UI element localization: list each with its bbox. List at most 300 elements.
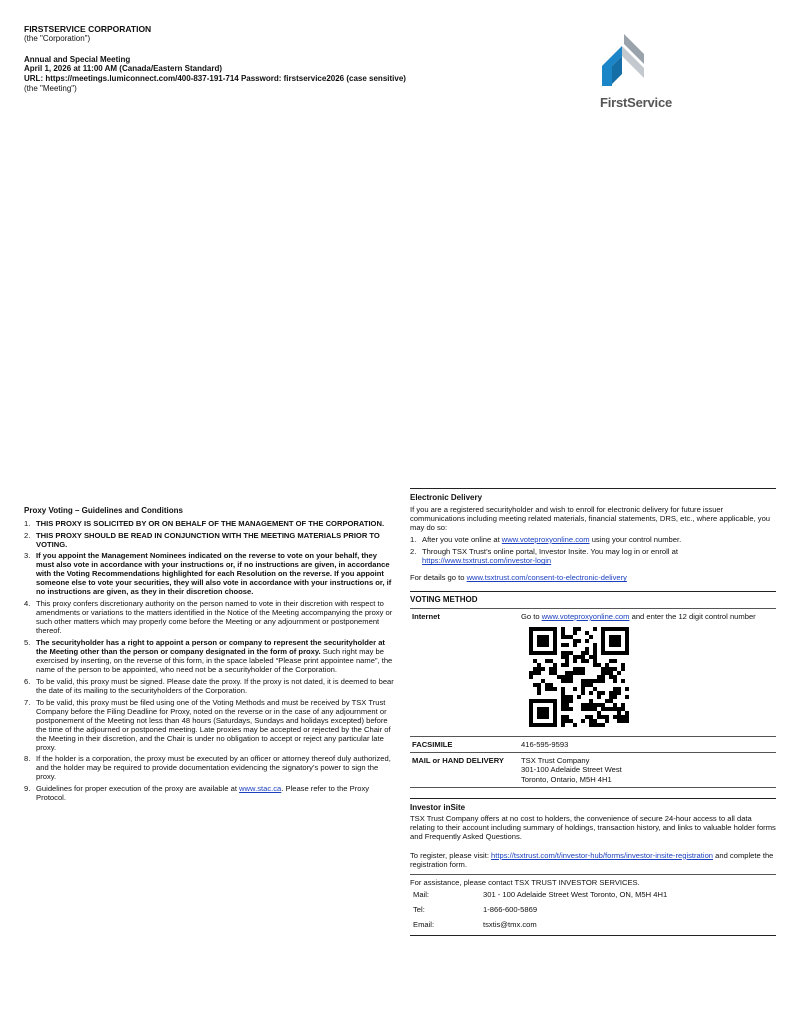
qr-module (565, 703, 569, 707)
qr-module (585, 659, 589, 663)
qr-module (613, 643, 617, 647)
qr-module (545, 651, 549, 655)
qr-module (617, 643, 621, 647)
qr-module (577, 695, 581, 699)
investor-insite-intro: TSX Trust Company offers at no cost to holders, the convenience of secure 24-hour access to all data relating to their account including summary of holdings, transaction history, and links to valuable holder forms and Frequently Asked Questions. (410, 814, 776, 842)
qr-module (565, 679, 569, 683)
qr-module (561, 699, 565, 703)
qr-module (565, 715, 569, 719)
qr-module (553, 643, 557, 647)
qr-module (569, 635, 573, 639)
qr-module (573, 667, 577, 671)
corporation-name: FIRSTSERVICE CORPORATION (24, 24, 152, 34)
qr-module (621, 679, 625, 683)
qr-module (537, 639, 541, 643)
qr-module (533, 671, 537, 675)
qr-module (585, 707, 589, 711)
qr-module (613, 639, 617, 643)
qr-module (585, 639, 589, 643)
qr-module (601, 675, 605, 679)
qr-module (549, 627, 553, 631)
qr-module (541, 707, 545, 711)
qr-module (537, 627, 541, 631)
qr-module (609, 639, 613, 643)
qr-module (617, 687, 621, 691)
contact-email-row: Email: tsxtis@tmx.com (413, 920, 537, 930)
qr-module (585, 631, 589, 635)
firstservice-logo (600, 34, 700, 112)
qr-module (541, 639, 545, 643)
qr-module (597, 695, 601, 699)
qr-module (573, 723, 577, 727)
electronic-delivery-section (410, 488, 776, 582)
fax-value: 416-595-9593 (521, 740, 569, 750)
qr-module (589, 683, 593, 687)
qr-module (537, 691, 541, 695)
qr-module (565, 671, 569, 675)
qr-module (541, 711, 545, 715)
qr-module (581, 671, 585, 675)
qr-module (553, 723, 557, 727)
qr-module (545, 643, 549, 647)
guideline-item: 5. The securityholder has a right to appoint a person or company to represent the securityholder at the Meeting other than the person or company designated in the form of proxy. Such right may be exercised by inserting, on the reverse of this form, in the space labeled “Please print appointee name”, the name of the person to be appointed, who need not be a securityholder of the Corporation. (24, 638, 393, 674)
qr-module (569, 651, 573, 655)
qr-module (541, 643, 545, 647)
qr-module (605, 707, 609, 711)
qr-module (541, 723, 545, 727)
qr-module (553, 699, 557, 703)
qr-module (565, 699, 569, 703)
qr-module (605, 699, 609, 703)
qr-module (589, 723, 593, 727)
qr-module (609, 651, 613, 655)
qr-module (625, 647, 629, 651)
qr-module (609, 667, 613, 671)
qr-module (573, 655, 577, 659)
qr-module (565, 643, 569, 647)
qr-module (533, 723, 537, 727)
qr-module (553, 687, 557, 691)
mail-line: 301-100 Adelaide Street West (521, 765, 622, 775)
qr-module (529, 675, 533, 679)
qr-module (537, 699, 541, 703)
qr-module (617, 707, 621, 711)
qr-module (625, 715, 629, 719)
qr-module (597, 703, 601, 707)
qr-module (613, 707, 617, 711)
qr-module (557, 675, 561, 679)
qr-module (581, 679, 585, 683)
investor-insite-title: Investor inSite (410, 802, 466, 812)
qr-module (593, 703, 597, 707)
qr-module (553, 703, 557, 707)
registration-link[interactable]: https://tsxtrust.com/t/investor-hub/forms/investor-insite-registration (491, 850, 714, 860)
qr-module (581, 719, 585, 723)
qr-module (537, 687, 541, 691)
qr-code[interactable] (529, 627, 629, 727)
qr-module (617, 691, 621, 695)
qr-module (601, 671, 605, 675)
investor-insite-section (410, 798, 776, 937)
qr-module (537, 711, 541, 715)
meeting-header (24, 24, 524, 93)
qr-module (601, 635, 605, 639)
qr-module (621, 703, 625, 707)
qr-module (541, 715, 545, 719)
qr-module (553, 663, 557, 667)
qr-module (549, 687, 553, 691)
qr-module (553, 647, 557, 651)
qr-module (613, 695, 617, 699)
qr-module (605, 651, 609, 655)
qr-module (621, 651, 625, 655)
qr-module (541, 699, 545, 703)
qr-module (529, 715, 533, 719)
qr-module (593, 627, 597, 631)
qr-module (597, 715, 601, 719)
qr-module (573, 627, 577, 631)
internet-label: Internet (412, 611, 440, 621)
qr-module (593, 723, 597, 727)
qr-module (601, 691, 605, 695)
qr-module (589, 719, 593, 723)
qr-module (549, 671, 553, 675)
qr-module (609, 635, 613, 639)
mail-line: Toronto, Ontario, M5H 4H1 (521, 774, 612, 784)
qr-module (573, 639, 577, 643)
qr-module (565, 707, 569, 711)
qr-module (537, 683, 541, 687)
qr-module (613, 715, 617, 719)
qr-module (625, 719, 629, 723)
qr-module (589, 715, 593, 719)
qr-module (541, 635, 545, 639)
voting-internet-row: Internet Go to www.voteproxyonline.com and enter the 12 digit control number (410, 609, 776, 737)
qr-module (601, 627, 605, 631)
qr-module (545, 715, 549, 719)
qr-module (625, 695, 629, 699)
investor-insite-register: To register, please visit: https://tsxtrust.com/t/investor-hub/forms/investor-insite-registration and complete the registration form. (410, 850, 774, 869)
qr-module (593, 719, 597, 723)
qr-module (553, 635, 557, 639)
qr-module (569, 699, 573, 703)
voting-method-title: VOTING METHOD (410, 595, 776, 609)
qr-module (593, 687, 597, 691)
qr-module (617, 671, 621, 675)
qr-module (585, 647, 589, 651)
qr-module (593, 707, 597, 711)
qr-module (529, 639, 533, 643)
qr-module (613, 687, 617, 691)
qr-module (577, 671, 581, 675)
qr-module (533, 659, 537, 663)
qr-module (545, 711, 549, 715)
qr-module (565, 675, 569, 679)
qr-module (553, 719, 557, 723)
contact-mail-row: Mail: 301 - 100 Adelaide Street West Toronto, ON, M5H 4H1 (413, 889, 668, 899)
guideline-item: 2. THIS PROXY SHOULD BE READ IN CONJUNCTION WITH THE MEETING MATERIALS PRIOR TO VOTING. (24, 530, 380, 549)
qr-module (581, 703, 585, 707)
qr-module (581, 707, 585, 711)
qr-module (617, 627, 621, 631)
qr-module (537, 667, 541, 671)
qr-module (613, 679, 617, 683)
qr-module (561, 719, 565, 723)
qr-module (533, 699, 537, 703)
qr-module (537, 663, 541, 667)
qr-module (585, 679, 589, 683)
qr-module (625, 687, 629, 691)
investor-login-link[interactable]: https://www.tsxtrust.com/investor-login (422, 556, 552, 566)
voting-method-section (410, 591, 776, 787)
qr-module (601, 679, 605, 683)
qr-module (569, 671, 573, 675)
qr-module (533, 627, 537, 631)
qr-module (617, 719, 621, 723)
proxy-guidelines (24, 506, 394, 806)
qr-module (545, 659, 549, 663)
qr-module (609, 699, 613, 703)
qr-module (621, 715, 625, 719)
qr-module (625, 651, 629, 655)
qr-module (561, 707, 565, 711)
qr-module (529, 719, 533, 723)
qr-module (561, 687, 565, 691)
qr-module (593, 679, 597, 683)
meeting-date: April 1, 2026 at 11:00 AM (Canada/Eastern Standard) (24, 64, 222, 74)
qr-module (549, 659, 553, 663)
qr-module (593, 647, 597, 651)
qr-module (601, 715, 605, 719)
voteproxyonline-link[interactable]: www.voteproxyonline.com (501, 534, 590, 544)
qr-module (529, 699, 533, 703)
qr-module (561, 695, 565, 699)
qr-module (601, 647, 605, 651)
qr-module (589, 655, 593, 659)
qr-module (625, 631, 629, 635)
guideline-item: 1. THIS PROXY IS SOLICITED BY OR ON BEHALF OF THE MANAGEMENT OF THE CORPORATION. (24, 518, 385, 528)
qr-module (589, 703, 593, 707)
qr-module (569, 695, 573, 699)
qr-module (609, 671, 613, 675)
qr-module (589, 635, 593, 639)
qr-module (617, 635, 621, 639)
guideline-item: 3. If you appoint the Management Nominees indicated on the reverse to vote on your behalf, they must also vote in accordance with your instructions or, if no instructions are given, in accordance with the Voting Recommendations highlighted for each Resolution on the reverse. If you appoint someone else to vote your securities, they will also vote in accordance with your instructions or, if no instructions are given, as they in their discretion choose. (24, 551, 392, 597)
qr-module (597, 675, 601, 679)
qr-module (625, 639, 629, 643)
qr-module (625, 635, 629, 639)
qr-module (561, 679, 565, 683)
qr-module (573, 671, 577, 675)
qr-module (613, 627, 617, 631)
qr-module (533, 683, 537, 687)
qr-module (601, 703, 605, 707)
fax-label: FACSIMILE (412, 740, 453, 750)
qr-module (561, 655, 565, 659)
qr-module (553, 627, 557, 631)
qr-module (585, 703, 589, 707)
qr-module (593, 659, 597, 663)
guideline-item: 6. To be valid, this proxy must be signed. Please date the proxy. If the proxy is not dated, it is deemed to bear the date of its mailing to the securityholders of the Corporation. (24, 676, 394, 695)
qr-module (597, 679, 601, 683)
qr-module (573, 643, 577, 647)
qr-module (529, 635, 533, 639)
qr-module (605, 715, 609, 719)
qr-module (537, 723, 541, 727)
qr-module (593, 663, 597, 667)
guidelines-title: Proxy Voting – Guidelines and Conditions (24, 506, 183, 515)
qr-module (601, 651, 605, 655)
qr-module (553, 639, 557, 643)
qr-module (621, 627, 625, 631)
qr-module (585, 715, 589, 719)
qr-module (529, 647, 533, 651)
qr-module (529, 671, 533, 675)
qr-module (565, 655, 569, 659)
qr-module (593, 651, 597, 655)
qr-module (549, 683, 553, 687)
qr-module (613, 675, 617, 679)
qr-module (561, 675, 565, 679)
qr-module (549, 667, 553, 671)
mail-line: TSX Trust Company (521, 756, 590, 766)
corporation-note: (the "Corporation") (24, 34, 91, 44)
qr-module (609, 707, 613, 711)
qr-module (581, 691, 585, 695)
qr-module (589, 707, 593, 711)
qr-module (545, 639, 549, 643)
qr-module (553, 631, 557, 635)
qr-module (605, 667, 609, 671)
qr-module (569, 707, 573, 711)
qr-module (609, 695, 613, 699)
qr-module (561, 723, 565, 727)
qr-module (529, 723, 533, 727)
qr-module (585, 683, 589, 687)
qr-module (577, 639, 581, 643)
qr-module (613, 667, 617, 671)
qr-module (545, 635, 549, 639)
qr-module (625, 711, 629, 715)
qr-module (533, 651, 537, 655)
qr-module (581, 683, 585, 687)
right-column (410, 488, 776, 936)
qr-module (529, 707, 533, 711)
qr-module (589, 699, 593, 703)
qr-module (605, 671, 609, 675)
qr-module (605, 627, 609, 631)
qr-module (581, 655, 585, 659)
electronic-delivery-details: For details go to www.tsxtrust.com/consent-to-electronic-delivery (410, 573, 627, 583)
qr-module (565, 635, 569, 639)
qr-module (621, 719, 625, 723)
qr-module (581, 667, 585, 671)
qr-module (593, 655, 597, 659)
qr-module (601, 643, 605, 647)
meeting-note: (the "Meeting") (24, 83, 77, 93)
qr-module (617, 651, 621, 655)
qr-module (529, 711, 533, 715)
qr-module (561, 631, 565, 635)
qr-module (537, 635, 541, 639)
guideline-item: 4. This proxy confers discretionary authority on the person named to vote in their discretion with respect to amendments or variations to the matters identified in the Notice of the Meeting accompanying the proxy or such other matters which may properly come before the Meeting or any adjournment or postponement thereof. (24, 599, 393, 636)
guideline-item: 8. If the holder is a corporation, the proxy must be executed by an officer or attorney thereof duly authorized, and the holder may be required to provide documentation evidencing the signatory’s power to sign the proxy. (24, 754, 391, 782)
qr-module (561, 715, 565, 719)
qr-module (561, 643, 565, 647)
qr-module (601, 639, 605, 643)
qr-module (537, 715, 541, 719)
qr-module (597, 711, 601, 715)
meeting-title: Annual and Special Meeting (24, 54, 131, 64)
qr-module (545, 627, 549, 631)
qr-module (549, 651, 553, 655)
qr-module (529, 643, 533, 647)
qr-module (621, 707, 625, 711)
qr-module (609, 691, 613, 695)
voting-mail-row (410, 753, 776, 787)
qr-module (541, 667, 545, 671)
qr-module (621, 667, 625, 671)
qr-module (589, 679, 593, 683)
qr-module (529, 651, 533, 655)
qr-module (585, 651, 589, 655)
qr-module (561, 635, 565, 639)
qr-module (601, 707, 605, 711)
qr-module (613, 635, 617, 639)
qr-module (553, 651, 557, 655)
qr-module (537, 671, 541, 675)
qr-module (577, 667, 581, 671)
qr-module (529, 703, 533, 707)
qr-module (613, 651, 617, 655)
qr-module (593, 643, 597, 647)
qr-module (621, 663, 625, 667)
qr-module (573, 659, 577, 663)
qr-module (569, 675, 573, 679)
qr-module (569, 679, 573, 683)
qr-module (581, 651, 585, 655)
firstservice-logo-mark-icon (600, 34, 646, 90)
qr-module (537, 643, 541, 647)
qr-module (613, 703, 617, 707)
qr-module (581, 687, 585, 691)
qr-module (545, 699, 549, 703)
qr-module (541, 651, 545, 655)
qr-module (617, 639, 621, 643)
electronic-delivery-title: Electronic Delivery (410, 493, 483, 502)
qr-module (529, 631, 533, 635)
voting-fax-row (410, 737, 776, 753)
logo-wordmark: FirstService (600, 95, 673, 110)
qr-module (549, 723, 553, 727)
qr-module (609, 643, 613, 647)
meeting-url: URL: https://meetings.lumiconnect.com/400-837-191-714 Password: firstservice2026 (case sensitive) (24, 73, 406, 83)
qr-module (533, 667, 537, 671)
voteproxyonline-link[interactable]: www.voteproxyonline.com (541, 611, 630, 621)
qr-module (561, 663, 565, 667)
qr-module (537, 651, 541, 655)
qr-module (545, 683, 549, 687)
stac-link[interactable]: www.stac.ca (239, 784, 282, 794)
qr-module (561, 651, 565, 655)
qr-module (565, 659, 569, 663)
qr-module (541, 679, 545, 683)
consent-delivery-link[interactable]: www.tsxtrust.com/consent-to-electronic-delivery (466, 573, 627, 583)
qr-module (545, 723, 549, 727)
qr-module (565, 663, 569, 667)
qr-module (609, 659, 613, 663)
qr-module (605, 663, 609, 667)
